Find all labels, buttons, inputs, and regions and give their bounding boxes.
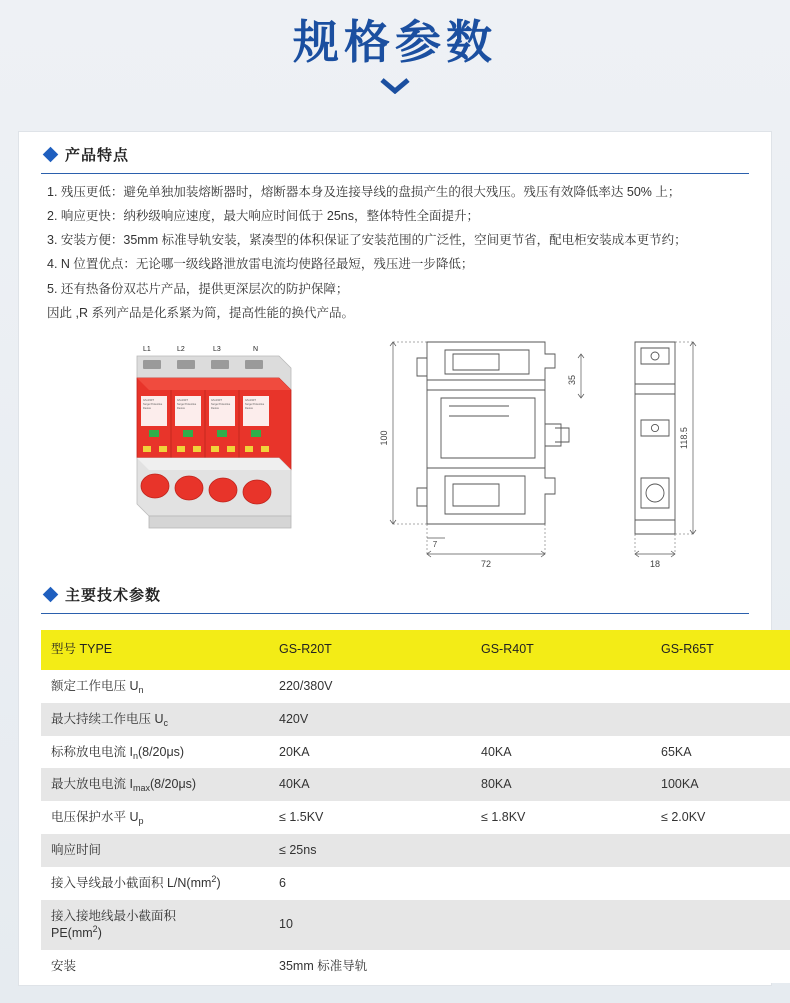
svg-text:Device: Device bbox=[177, 406, 185, 410]
table-row bbox=[41, 736, 790, 769]
table-header-cell: GS-R20T bbox=[269, 630, 471, 670]
table-header-cell: GS-R40T bbox=[471, 630, 651, 670]
dimension-width-label: 72 bbox=[480, 558, 492, 568]
row-label-sub: max bbox=[132, 783, 150, 794]
row-value: 10 bbox=[269, 900, 790, 950]
product-photo bbox=[129, 338, 319, 548]
row-label-text-line2: PE(mm bbox=[51, 925, 93, 940]
svg-text:Device: Device bbox=[143, 406, 151, 410]
table-row bbox=[41, 801, 790, 834]
table-header-cell: 型号 TYPE bbox=[41, 630, 269, 670]
table-row bbox=[41, 670, 790, 703]
row-label-text: 接入导线最小截面积 L/N(mm bbox=[51, 876, 212, 890]
row-value: 100KA bbox=[651, 768, 790, 801]
svg-text:Device: Device bbox=[211, 406, 219, 410]
specs-section-header bbox=[41, 572, 749, 614]
row-label-sub: c bbox=[163, 717, 169, 728]
row-label-text: 电压保护水平 U bbox=[51, 810, 139, 825]
svg-text:N: N bbox=[253, 345, 259, 353]
content-card bbox=[18, 131, 772, 986]
svg-text:L2: L2 bbox=[177, 345, 185, 353]
table-row bbox=[41, 768, 790, 801]
table-header-cell: GS-R65T bbox=[651, 630, 790, 670]
product-illustration-area bbox=[19, 328, 771, 568]
svg-text:GS-R40T: GS-R40T bbox=[177, 398, 188, 402]
row-label bbox=[41, 736, 269, 769]
specs-section-title: 主要技术参数 bbox=[65, 586, 162, 604]
row-label-post: (8/20μs) bbox=[149, 777, 197, 792]
row-label-text: 额定工作电压 U bbox=[51, 678, 139, 693]
row-value: 40KA bbox=[471, 736, 651, 769]
table-row bbox=[41, 703, 790, 736]
svg-text:Surge Protective: Surge Protective bbox=[211, 402, 231, 406]
row-value: ≤ 25ns bbox=[269, 834, 790, 867]
row-value: 6 bbox=[269, 867, 790, 900]
svg-text:GS-R40T: GS-R40T bbox=[143, 398, 154, 402]
chevron-down-icon bbox=[380, 78, 410, 94]
dimension-side-width-label: 18 bbox=[649, 558, 661, 568]
table-row bbox=[41, 950, 790, 983]
feature-item: 2. 响应更快：纳秒级响应速度，最大响应时间低于 25ns，整体特性全面提升； bbox=[47, 209, 479, 224]
diamond-bullet-icon bbox=[43, 147, 59, 163]
row-value: ≤ 1.8KV bbox=[471, 801, 651, 834]
row-label-sup: 2 bbox=[211, 874, 217, 884]
row-label bbox=[41, 670, 269, 703]
page-header bbox=[0, 0, 790, 99]
specs-section bbox=[41, 572, 749, 614]
diamond-bullet-icon bbox=[43, 586, 59, 602]
dimension-height-label: 100 bbox=[379, 430, 389, 446]
row-label-text: 标称放电电流 I bbox=[51, 744, 133, 759]
row-label-text: 接入接地线最小截面积 bbox=[51, 908, 177, 923]
dimension-depth-label: 35 bbox=[567, 374, 577, 385]
svg-text:Surge Protective: Surge Protective bbox=[245, 402, 265, 406]
row-value: ≤ 2.0KV bbox=[651, 801, 790, 834]
row-label bbox=[41, 867, 269, 900]
svg-text:Device: Device bbox=[245, 406, 253, 410]
row-value: ≤ 1.5KV bbox=[269, 801, 471, 834]
row-label: 响应时间 bbox=[41, 834, 269, 867]
feature-item: 5. 还有热备份双芯片产品，提供更深层次的防护保障； bbox=[47, 281, 349, 296]
svg-text:GS-R40T: GS-R40T bbox=[245, 398, 256, 402]
features-section bbox=[41, 132, 749, 322]
row-value: 220/380V bbox=[269, 670, 790, 703]
row-value: 420V bbox=[269, 703, 790, 736]
row-label bbox=[41, 768, 269, 801]
row-value: 65KA bbox=[651, 736, 790, 769]
svg-text:L1: L1 bbox=[143, 345, 151, 353]
table-row bbox=[41, 834, 790, 867]
table-row bbox=[41, 900, 790, 950]
row-label-sup: 2 bbox=[92, 923, 98, 934]
row-label: 安装 bbox=[41, 950, 269, 983]
svg-text:Surge Protective: Surge Protective bbox=[143, 402, 163, 406]
row-label-sub: n bbox=[138, 684, 144, 695]
row-label-text: 最大放电电流 I bbox=[51, 777, 133, 792]
table-header-row bbox=[41, 630, 790, 670]
row-value: 80KA bbox=[471, 768, 651, 801]
dimension-side-height-label: 118.5 bbox=[679, 426, 689, 449]
features-list bbox=[41, 174, 749, 322]
dimension-small-label: 7 bbox=[432, 539, 438, 549]
features-section-header bbox=[41, 132, 749, 174]
row-label-post: ) bbox=[216, 876, 221, 890]
technical-drawing bbox=[349, 328, 769, 568]
row-label-sub: p bbox=[138, 816, 144, 827]
spec-table bbox=[41, 630, 790, 983]
page-title: 规格参数 bbox=[293, 15, 497, 69]
spec-table-wrapper bbox=[41, 630, 749, 983]
svg-text:Surge Protective: Surge Protective bbox=[177, 402, 197, 406]
feature-item: 1. 残压更低：避免单独加装熔断器时，熔断器本身及连接导线的盘损产生的很大残压。残压有效降低率达 50% 上； bbox=[47, 185, 681, 199]
row-label-post: ) bbox=[97, 925, 102, 940]
table-row bbox=[41, 867, 790, 900]
row-label-post: (8/20μs) bbox=[137, 744, 185, 759]
feature-item: 因此 ,R 系列产品是化系紧为简，提高性能的换代产品。 bbox=[47, 305, 354, 320]
features-section-title: 产品特点 bbox=[65, 147, 130, 164]
feature-item: 4. N 位置优点：无论哪一级线路泄放雷电流均使路径最短，残压进一步降低； bbox=[47, 257, 474, 272]
row-value: 40KA bbox=[269, 768, 471, 801]
feature-item: 3. 安装方便：35mm 标准导轨安装，紧凑型的体积保证了安装范围的广泛性，空间更节省，配电柜安装成本更节约； bbox=[47, 233, 687, 248]
row-label bbox=[41, 900, 269, 950]
row-value: 20KA bbox=[269, 736, 471, 769]
row-value: 35mm 标准导轨 bbox=[269, 950, 790, 983]
svg-text:GS-R40T: GS-R40T bbox=[211, 398, 222, 402]
row-label-sub: n bbox=[132, 750, 138, 761]
row-label bbox=[41, 801, 269, 834]
svg-text:L3: L3 bbox=[213, 345, 221, 353]
row-label-text: 最大持续工作电压 U bbox=[51, 711, 164, 726]
row-label bbox=[41, 703, 269, 736]
